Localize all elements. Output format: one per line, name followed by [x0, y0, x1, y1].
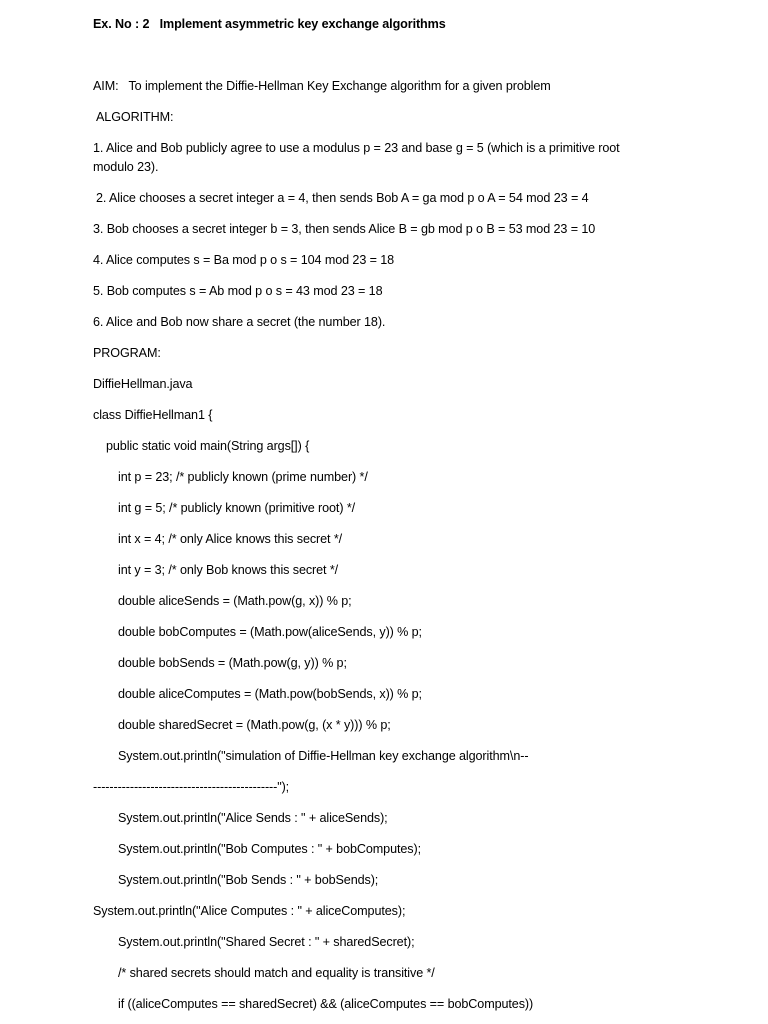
- code-line: int x = 4; /* only Alice knows this secret */: [118, 532, 343, 546]
- code-line: System.out.println("Alice Sends : " + aliceSends);: [118, 811, 388, 825]
- code-line: int g = 5; /* publicly known (primitive root) */: [118, 501, 356, 515]
- program-filename: DiffieHellman.java: [93, 377, 193, 391]
- code-line: System.out.println("simulation of Diffie-Hellman key exchange algorithm\n--: [118, 749, 529, 763]
- aim-text: AIM: To implement the Diffie-Hellman Key Exchange algorithm for a given problem: [93, 79, 551, 93]
- code-line: if ((aliceComputes == sharedSecret) && (aliceComputes == bobComputes)): [118, 997, 534, 1011]
- algorithm-step-4: 4. Alice computes s = Ba mod p o s = 104 mod 23 = 18: [93, 253, 395, 267]
- algorithm-step-2: 2. Alice chooses a secret integer a = 4, then sends Bob A = ga mod p o A = 54 mod 23 = 4: [96, 191, 589, 205]
- algorithm-step-1: 1. Alice and Bob publicly agree to use a modulus p = 23 and base g = 5 (which is a primitive root modulo 23).: [93, 141, 620, 174]
- code-line: int p = 23; /* publicly known (prime number) */: [118, 470, 368, 484]
- program-heading: PROGRAM:: [93, 346, 161, 360]
- algorithm-heading: ALGORITHM:: [96, 110, 174, 124]
- algorithm-step-6: 6. Alice and Bob now share a secret (the number 18).: [93, 315, 386, 329]
- code-line: System.out.println("Bob Sends : " + bobSends);: [118, 873, 379, 887]
- code-line: double sharedSecret = (Math.pow(g, (x * y))) % p;: [118, 718, 391, 732]
- code-line: public static void main(String args[]) {: [106, 439, 310, 453]
- code-line: double bobSends = (Math.pow(g, y)) % p;: [118, 656, 347, 670]
- code-line: double bobComputes = (Math.pow(aliceSends, y)) % p;: [118, 625, 422, 639]
- code-line: class DiffieHellman1 {: [93, 408, 213, 422]
- algorithm-step-3: 3. Bob chooses a secret integer b = 3, then sends Alice B = gb mod p o B = 53 mod 23 = 10: [93, 222, 596, 236]
- code-line: int y = 3; /* only Bob knows this secret */: [118, 563, 339, 577]
- document-title: Ex. No : 2 Implement asymmetric key exchange algorithms: [93, 17, 446, 31]
- code-line: double aliceComputes = (Math.pow(bobSends, x)) % p;: [118, 687, 422, 701]
- code-line: System.out.println("Shared Secret : " + sharedSecret);: [118, 935, 415, 949]
- code-line: System.out.println("Alice Computes : " + aliceComputes);: [93, 904, 406, 918]
- code-line: double aliceSends = (Math.pow(g, x)) % p;: [118, 594, 352, 608]
- code-line: /* shared secrets should match and equality is transitive */: [118, 966, 435, 980]
- code-line: ---------------------------------------------");: [93, 780, 290, 794]
- code-line: System.out.println("Bob Computes : " + bobComputes);: [118, 842, 421, 856]
- algorithm-step-5: 5. Bob computes s = Ab mod p o s = 43 mod 23 = 18: [93, 284, 383, 298]
